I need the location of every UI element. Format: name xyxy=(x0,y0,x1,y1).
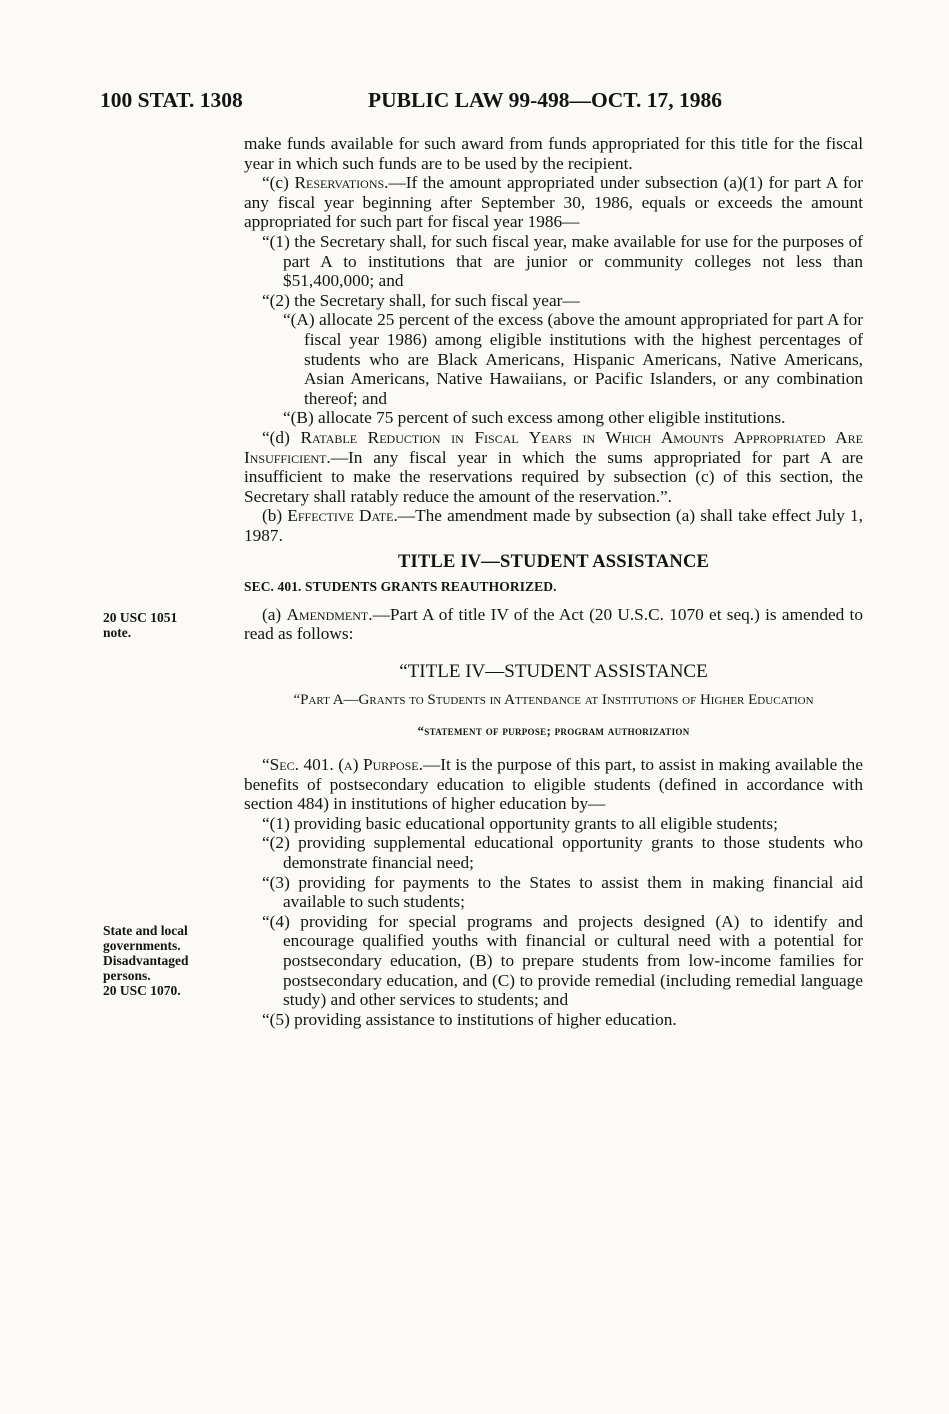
paragraph-label: (a) xyxy=(262,604,287,624)
paragraph-label: “(c) xyxy=(262,173,295,193)
paragraph-amendment xyxy=(244,605,863,644)
statement-of-purpose-heading: “statement of purpose; program authorization xyxy=(417,723,690,739)
margin-note-line: State and local xyxy=(103,923,188,938)
purpose-clause-5: “(5) providing assistance to institutions of higher education. xyxy=(262,1009,677,1029)
margin-note-usc-1051 xyxy=(103,610,238,640)
section-401-heading: SEC. 401. STUDENTS GRANTS REAUTHORIZED. xyxy=(244,579,557,595)
title-iv-heading: TITLE IV—STUDENT ASSISTANCE xyxy=(397,552,710,573)
subsection-heading: Reservations. xyxy=(294,173,389,193)
paragraph-reservations xyxy=(244,173,863,232)
margin-note-line: 20 USC 1070. xyxy=(103,983,181,998)
subsection-heading: Purpose. xyxy=(363,755,423,775)
part-a-heading: “Part A—Grants to Students in Attendance at Institutions of Higher Education xyxy=(293,692,814,709)
margin-note-usc-1070 xyxy=(103,923,238,998)
subsection-heading: Ratable Reduction in Fiscal Years in Which Amounts Appropriated Are Insufficient. xyxy=(244,427,863,467)
subsection-heading: Effective Date. xyxy=(287,506,398,526)
margin-note-line: governments. xyxy=(103,938,181,953)
paragraph-text: —Part A of title IV of the Act (20 U.S.C. 1070 et seq.) is amended to read as follows: xyxy=(244,604,863,644)
subsection-heading: Amendment. xyxy=(286,604,373,624)
purpose-clause-4: “(4) providing for special programs and projects designed (A) to identify and encourage qualified youths with financial or cultural need with a potential for postsecondary education, (B) to prepare students from low-income families for postsecondary education, and (C) to provide remedial (including remedial language study) and other services to students; and xyxy=(262,911,863,1010)
paragraph-label: (b) xyxy=(262,506,288,526)
paragraph-text: —It is the purpose of this part, to assist in making available the benefits of postsecondary education to eligible students (defined in accordance with section 484) in institutions of higher education by— xyxy=(244,755,863,814)
stat-citation: 100 STAT. 1308 xyxy=(100,88,243,112)
paragraph-ratable-reduction xyxy=(244,428,863,506)
paragraph-purpose xyxy=(244,755,863,814)
clause-c2a: “(A) allocate 25 percent of the excess (above the amount appropriated for part A for fiscal year 1986) among eligible institutions with the highest percentages of students who are Black Americans, Hispanic Americans, Native Americans, Asian Americans, Native Hawaiians, or Pacific Islanders, or any combination thereof; and xyxy=(283,310,863,408)
paragraph-award-funds: make funds available for such award from funds appropriated for this title for the fiscal year in which such funds are to be used by the recipient. xyxy=(244,134,863,173)
margin-note-line: Disadvantaged xyxy=(103,953,189,968)
purpose-clause-3: “(3) providing for payments to the States to assist them in making financial aid available to such students; xyxy=(262,872,863,912)
margin-note-line: persons. xyxy=(103,968,151,983)
margin-note-line: note. xyxy=(103,625,132,640)
paragraph-effective-date xyxy=(244,506,863,545)
purpose-clause-1: “(1) providing basic educational opportunity grants to all eligible students; xyxy=(262,813,778,833)
margin-note-line: 20 USC 1051 xyxy=(103,610,178,625)
clause-c2: “(2) the Secretary shall, for such fiscal year— xyxy=(262,290,580,310)
clause-c1: “(1) the Secretary shall, for such fiscal year, make available for use for the purposes of part A to institutions that are junior or community colleges not less than $51,400,000; and xyxy=(262,231,863,291)
clause-c2b: “(B) allocate 75 percent of such excess among other eligible institutions. xyxy=(283,408,786,428)
section-label: “Sec. 401. (a) xyxy=(262,755,364,775)
purpose-clause-2: “(2) providing supplemental educational opportunity grants to those students who demonstrate financial need; xyxy=(262,833,863,872)
law-title: PUBLIC LAW 99-498—OCT. 17, 1986 xyxy=(368,88,722,112)
quoted-title-iv-heading: “TITLE IV—STUDENT ASSISTANCE xyxy=(399,660,708,682)
paragraph-text: —In any fiscal year in which the sums appropriated for part A are insufficient to make the reservations required by subsection (c) of this section, the Secretary shall ratably reduce the amount of the reservation.”. xyxy=(244,447,863,506)
paragraph-text: —If the amount appropriated under subsection (a)(1) for part A for any fiscal year beginning after September 30, 1986, equals or exceeds the amount appropriated for such part for fiscal year 1986— xyxy=(244,173,864,232)
main-text xyxy=(244,134,863,1029)
paragraph-label: “(d) xyxy=(262,427,301,447)
page-header xyxy=(100,88,862,118)
paragraph-text: —The amendment made by subsection (a) shall take effect July 1, 1987. xyxy=(244,506,863,545)
